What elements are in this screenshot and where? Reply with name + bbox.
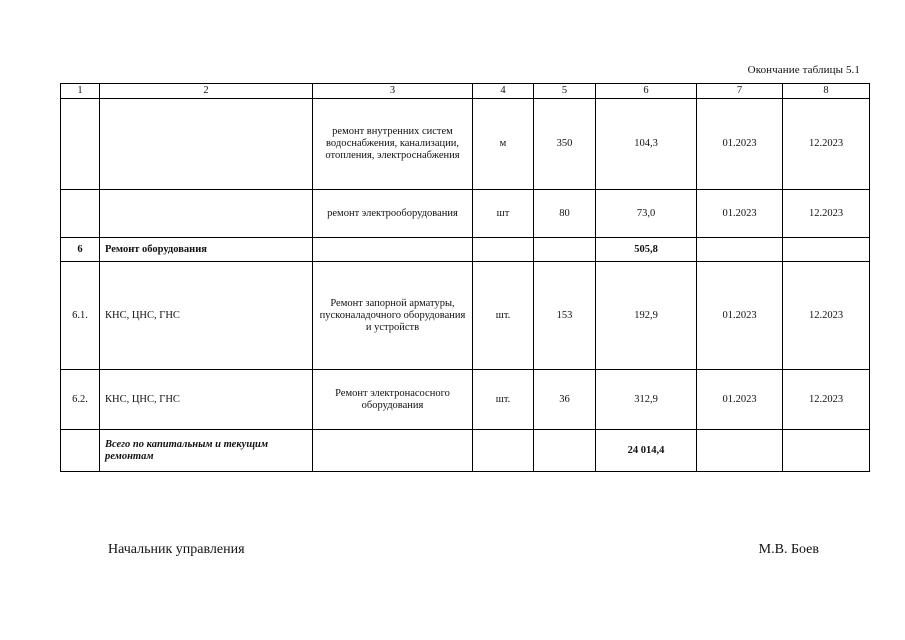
start-date	[697, 238, 783, 262]
cost: 505,8	[596, 238, 697, 262]
table-row	[61, 262, 870, 370]
signature-position: Начальник управления	[108, 542, 245, 557]
quantity: 350	[534, 99, 596, 190]
header-cell: 3	[313, 84, 473, 99]
unit: м	[473, 99, 534, 190]
end-date: 12.2023	[783, 99, 870, 190]
quantity: 153	[534, 262, 596, 370]
end-date: 12.2023	[783, 370, 870, 430]
end-date	[783, 238, 870, 262]
quantity	[534, 238, 596, 262]
object-name	[100, 190, 313, 238]
header-cell: 8	[783, 84, 870, 99]
start-date: 01.2023	[697, 190, 783, 238]
end-date: 12.2023	[783, 262, 870, 370]
unit: шт	[473, 190, 534, 238]
header-cell: 7	[697, 84, 783, 99]
table-row	[61, 370, 870, 430]
row-number: 6.1.	[61, 262, 100, 370]
table-caption: Окончание таблицы 5.1	[747, 64, 860, 76]
table-total-row	[61, 430, 870, 472]
cost: 104,3	[596, 99, 697, 190]
start-date: 01.2023	[697, 262, 783, 370]
row-number: 6	[61, 238, 100, 262]
header-cell: 4	[473, 84, 534, 99]
cost: 73,0	[596, 190, 697, 238]
object-name: КНС, ЦНС, ГНС	[100, 262, 313, 370]
total-cost: 24 014,4	[596, 430, 697, 472]
unit	[473, 430, 534, 472]
table-row	[61, 190, 870, 238]
work-description	[313, 430, 473, 472]
quantity: 36	[534, 370, 596, 430]
unit: шт.	[473, 262, 534, 370]
table-row	[61, 99, 870, 190]
end-date: 12.2023	[783, 190, 870, 238]
header-cell: 2	[100, 84, 313, 99]
quantity: 80	[534, 190, 596, 238]
row-number	[61, 99, 100, 190]
table-header-row	[61, 84, 870, 99]
start-date: 01.2023	[697, 370, 783, 430]
end-date	[783, 430, 870, 472]
table-row-section	[61, 238, 870, 262]
row-number	[61, 430, 100, 472]
cost: 192,9	[596, 262, 697, 370]
signature-name: М.В. Боев	[758, 542, 819, 557]
object-name: КНС, ЦНС, ГНС	[100, 370, 313, 430]
repair-table	[60, 83, 870, 472]
start-date: 01.2023	[697, 99, 783, 190]
start-date	[697, 430, 783, 472]
row-number: 6.2.	[61, 370, 100, 430]
unit: шт.	[473, 370, 534, 430]
total-label: Всего по капитальным и текущим ремонтам	[100, 430, 313, 472]
header-cell: 5	[534, 84, 596, 99]
work-description	[313, 238, 473, 262]
work-description: ремонт электрооборудования	[313, 190, 473, 238]
work-description: ремонт внутренних систем водоснабжения, канализации, отопления, электроснабжения	[313, 99, 473, 190]
row-number	[61, 190, 100, 238]
quantity	[534, 430, 596, 472]
work-description: Ремонт запорной арматуры, пусконаладочного оборудования и устройств	[313, 262, 473, 370]
unit	[473, 238, 534, 262]
object-name: Ремонт оборудования	[100, 238, 313, 262]
work-description: Ремонт электронасосного оборудования	[313, 370, 473, 430]
header-cell: 6	[596, 84, 697, 99]
cost: 312,9	[596, 370, 697, 430]
object-name	[100, 99, 313, 190]
header-cell: 1	[61, 84, 100, 99]
